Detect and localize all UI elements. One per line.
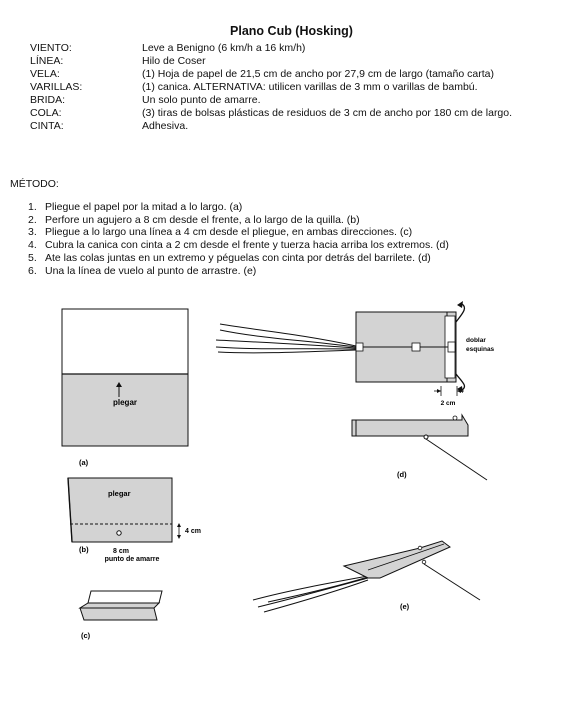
step-number: 5.: [28, 251, 37, 264]
dimension-arrow-icon: [177, 523, 181, 539]
spec-value: Hilo de Coser: [142, 55, 206, 67]
dimension-2cm: 2 cm: [440, 400, 456, 407]
spec-value: Adhesiva.: [142, 120, 189, 132]
flying-line: [426, 439, 487, 480]
sail-side-view: [352, 415, 468, 436]
tails: [216, 324, 356, 353]
strip-middle: [80, 603, 159, 608]
spec-value: Un solo punto de amarre.: [142, 94, 261, 106]
step-number: 4.: [28, 239, 37, 252]
step-number: 1.: [28, 201, 37, 213]
dimension-8cm: 8 cm: [113, 548, 129, 555]
step-text: Cubra la canica con cinta a 2 cm desde el frente y tuerza hacia arriba los extremos. (d): [45, 239, 449, 252]
kite-flying: [344, 541, 450, 578]
fold-label: plegar: [108, 489, 131, 498]
step-text: Perfore un agujero a 8 cm desde el frente, a lo largo de la quilla. (b): [45, 213, 360, 226]
step-text: Ate las colas juntas en un extremo y péguelas con cinta por detrás del barrilete. (d): [45, 251, 431, 264]
dimension-4cm: 4 cm: [185, 528, 201, 535]
flying-line: [424, 564, 480, 600]
spec-value: (1) canica. ALTERNATIVA: utilicen varillas de 3 mm o varillas de bambú.: [142, 81, 478, 93]
curl-arrow-icon: [456, 301, 464, 322]
spec-key: COLA:: [30, 107, 62, 119]
step-text: Pliegue el papel por la mitad a lo largo. (a): [45, 201, 243, 213]
figure-e: [253, 541, 480, 612]
spec-key: CINTA:: [30, 120, 64, 132]
figure-c-caption: (c): [81, 631, 91, 640]
spec-value: (1) Hoja de papel de 21,5 cm de ancho por 27,9 cm de largo (tamaño carta): [142, 68, 494, 80]
fold-label: plegar: [113, 398, 138, 407]
step-text: Pliegue a lo largo una línea a 4 cm desde el pliegue, en ambas direcciones. (c): [45, 226, 413, 239]
figure-c: [80, 591, 162, 640]
page-title: Plano Cub (Hosking): [230, 24, 353, 38]
sheet-bottom-half: [62, 374, 188, 446]
figure-b-caption: (b): [79, 545, 89, 554]
tails: [253, 576, 368, 612]
spec-key: VIENTO:: [30, 42, 72, 54]
strip-bottom: [80, 608, 157, 620]
spec-key: VARILLAS:: [30, 81, 83, 93]
spec-key: BRIDA:: [30, 94, 66, 106]
figure-a: [62, 309, 188, 467]
attach-point-label: punto de amarre: [104, 556, 160, 563]
spec-value: Leve a Benigno (6 km/h a 16 km/h): [142, 42, 306, 54]
figure-a-caption: (a): [79, 458, 89, 467]
spec-key: VELA:: [30, 68, 60, 80]
fold-corners-line1: doblar: [466, 337, 486, 344]
step-number: 2.: [28, 213, 37, 226]
step-number: 3.: [28, 226, 37, 239]
figure-d: [216, 301, 495, 480]
figure-e-caption: (e): [400, 602, 410, 611]
fold-corners-line2: esquinas: [466, 346, 495, 353]
strip-top: [88, 591, 162, 603]
hole: [117, 531, 121, 535]
figure-b: [68, 478, 201, 563]
step-number: 6.: [28, 264, 37, 277]
method-heading: MÉTODO:: [10, 178, 59, 190]
attach-point: [424, 435, 428, 439]
figure-d-caption: (d): [397, 470, 407, 479]
spec-key: LÍNEA:: [30, 55, 64, 67]
spec-value: (3) tiras de bolsas plásticas de residuos de 3 cm de ancho por 180 cm de largo.: [142, 107, 513, 119]
step-text: Una la línea de vuelo al punto de arrastre. (e): [45, 264, 257, 277]
